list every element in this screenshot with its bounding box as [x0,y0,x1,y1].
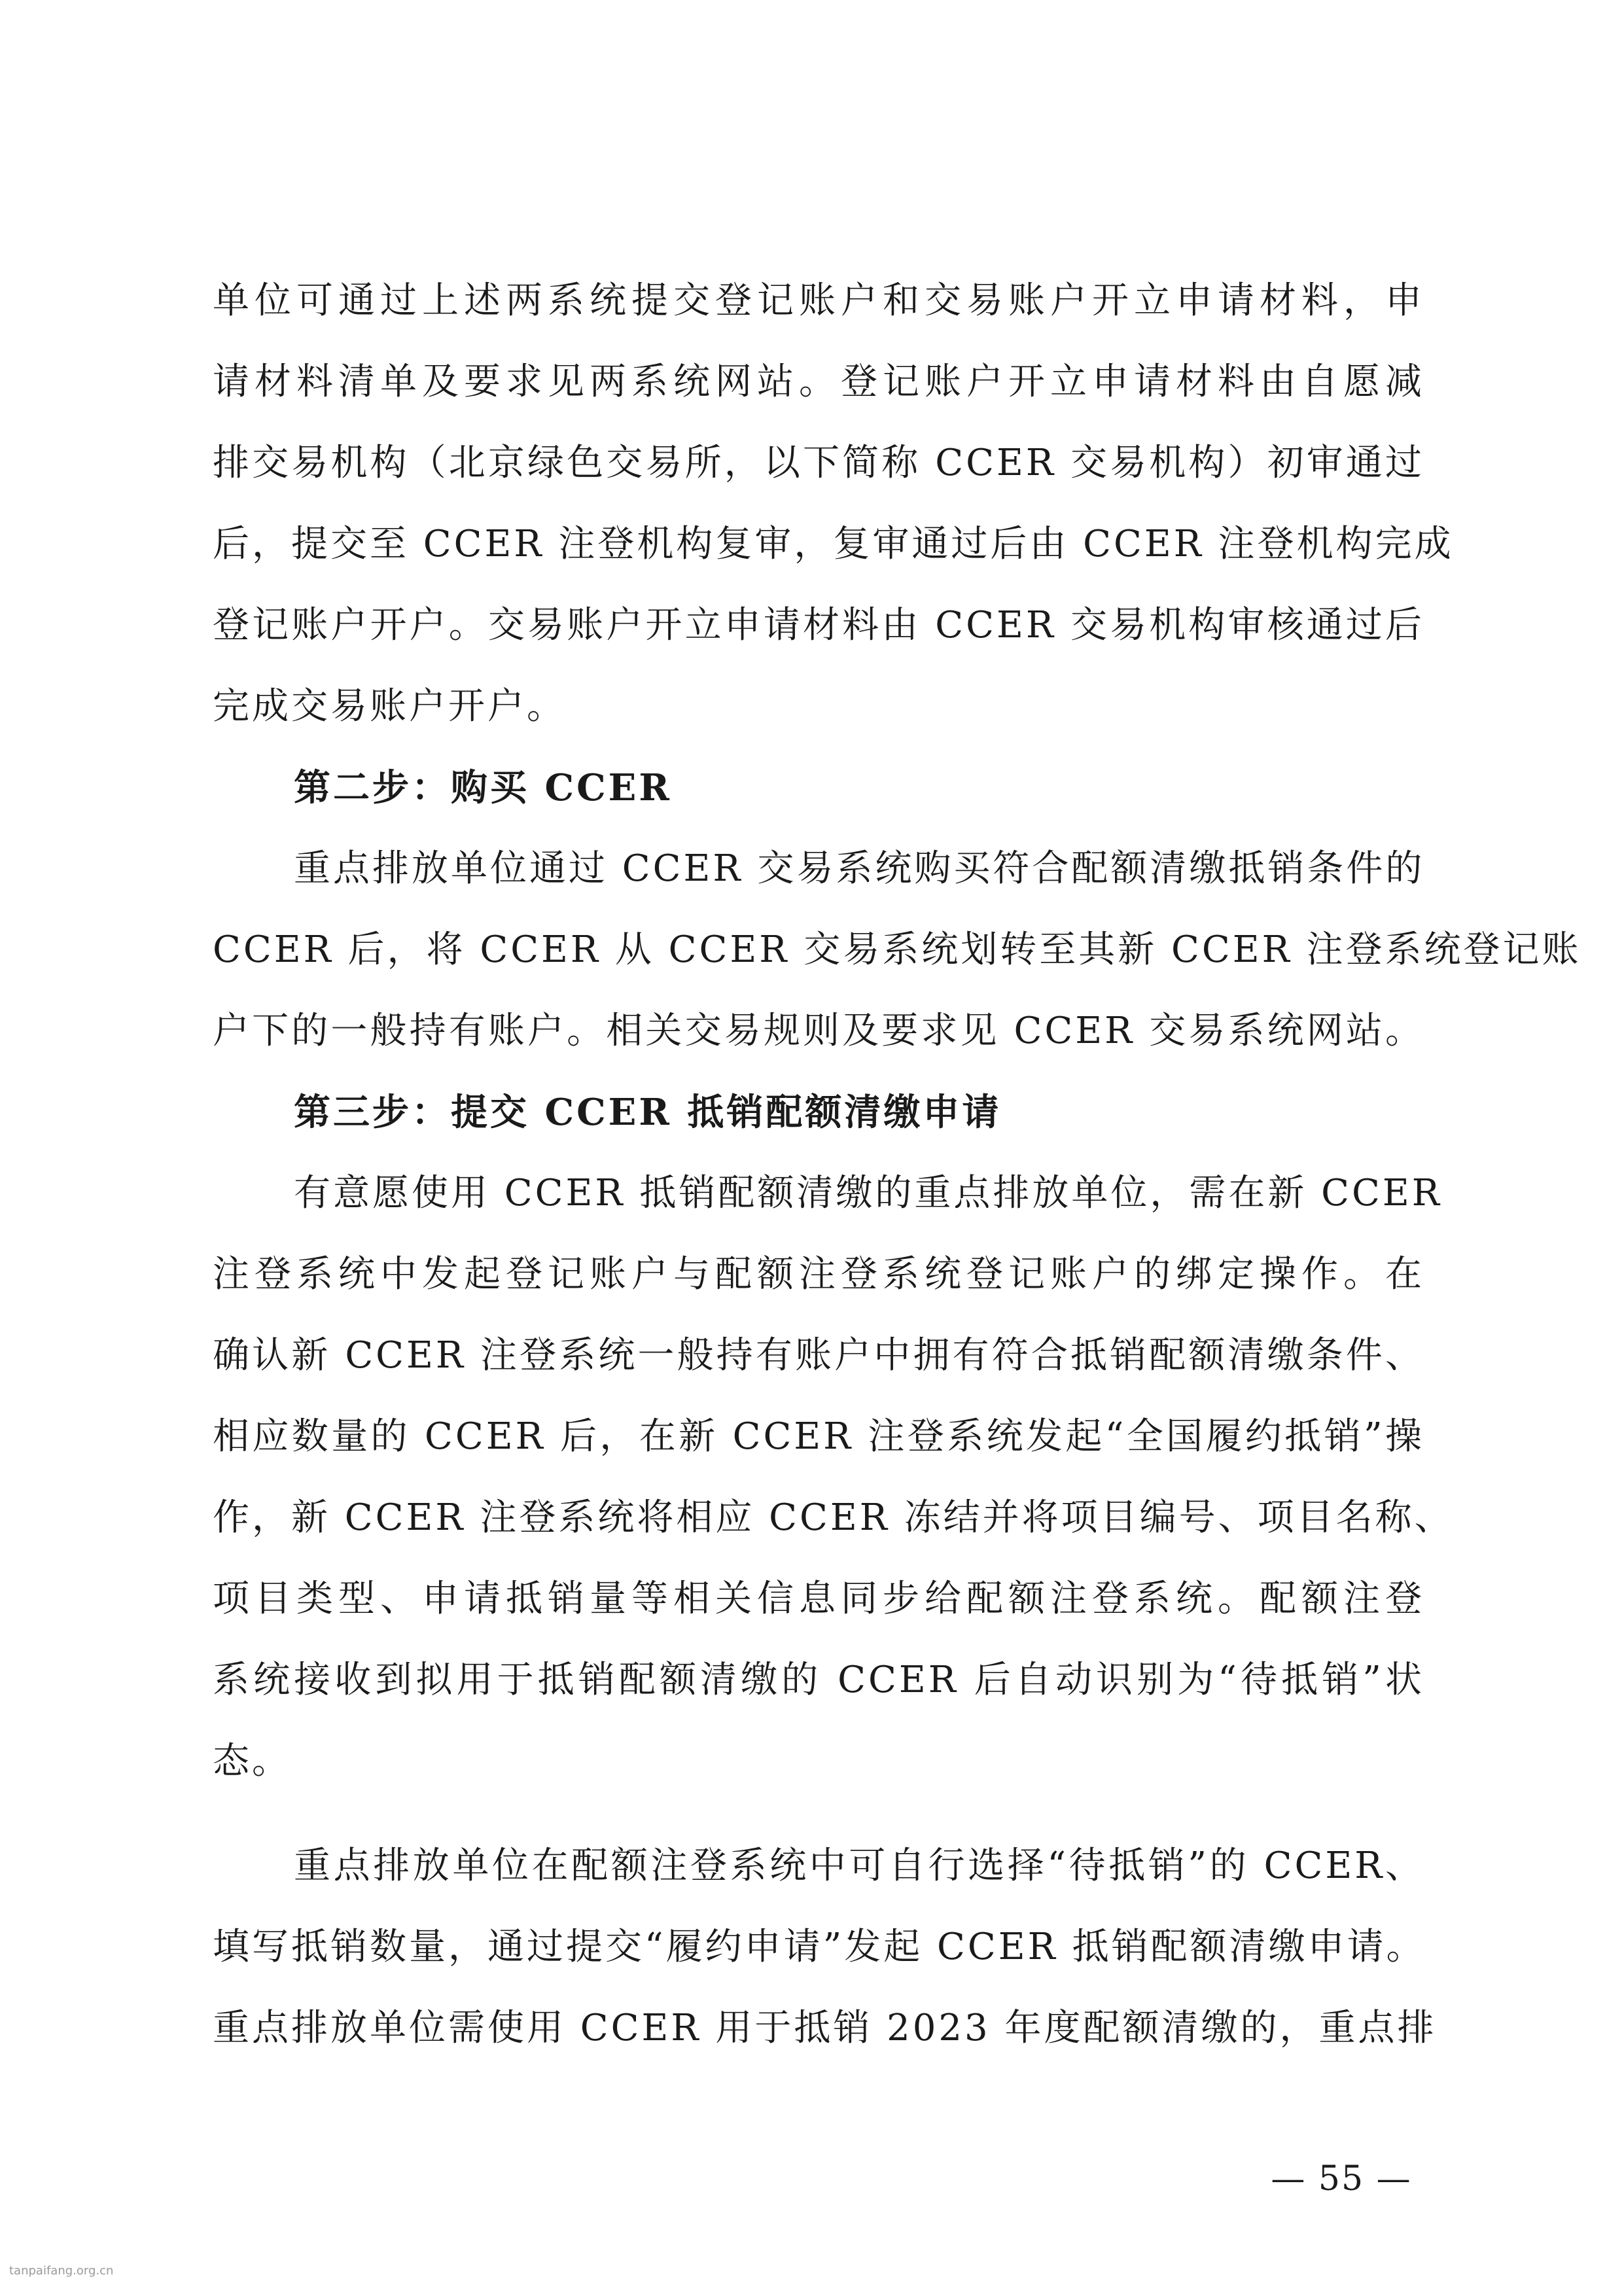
paragraph-line: 相应数量的 CCER 后，在新 CCER 注登系统发起“全国履约抵销”操 [213,1415,1424,1458]
paragraph-line: 填写抵销数量，通过提交“履约申请”发起 CCER 抵销配额清缴申请。 [213,1926,1426,1968]
paragraph-line: 态。 [213,1740,291,1782]
paragraph-line: 作，新 CCER 注登系统将相应 CCER 冻结并将项目编号、项目名称、 [213,1496,1454,1539]
paragraph-line: 重点排放单位通过 CCER 交易系统购买符合配额清缴抵销条件的 [294,847,1425,890]
paragraph-line: 后，提交至 CCER 注登机构复审，复审通过后由 CCER 注登机构完成 [213,523,1454,565]
paragraph-gap [213,1802,1424,1826]
paragraph-line: 系统接收到拟用于抵销配额清缴的 CCER 后自动识别为“待抵销”状 [213,1659,1424,1701]
paragraph-line: CCER 后，将 CCER 从 CCER 交易系统划转至其新 CCER 注登系统登记账 [213,928,1581,971]
paragraph-line: 注登系统中发起登记账户与配额注登系统登记账户的绑定操作。在 [213,1253,1424,1296]
site-watermark: tanpaifang.org.cn [9,2264,114,2278]
body-text [213,260,1581,2069]
paragraph-line: 重点排放单位需使用 CCER 用于抵销 2023 年度配额清缴的，重点排 [213,2007,1437,2049]
section-heading-step-3: 第三步：提交 CCER 抵销配额清缴申请 [294,1091,1002,1134]
paragraph-line: 确认新 CCER 注登系统一般持有账户中拥有符合抵销配额清缴条件、 [213,1334,1424,1377]
paragraph-line: 完成交易账户开户。 [213,685,566,728]
paragraph-line: 登记账户开户。交易账户开立申请材料由 CCER 交易机构审核通过后 [213,604,1424,646]
section-heading-step-2: 第二步：购买 CCER [294,766,672,809]
paragraph-line: 单位可通过上述两系统提交登记账户和交易账户开立申请材料，申 [213,279,1424,322]
paragraph-line: 请材料清单及要求见两系统网站。登记账户开立申请材料由自愿减 [213,361,1424,403]
page-number: — 55 — [1271,2159,1412,2199]
paragraph-line: 有意愿使用 CCER 抵销配额清缴的重点排放单位，需在新 CCER [294,1172,1442,1214]
paragraph-line: 户下的一般持有账户。相关交易规则及要求见 CCER 交易系统网站。 [213,1010,1424,1052]
paragraph-line: 项目类型、申请抵销量等相关信息同步给配额注登系统。配额注登 [213,1578,1424,1620]
paragraph-line: 排交易机构（北京绿色交易所，以下简称 CCER 交易机构）初审通过 [213,442,1424,484]
paragraph-line: 重点排放单位在配额注登系统中可自行选择“待抵销”的 CCER、 [294,1845,1424,1887]
